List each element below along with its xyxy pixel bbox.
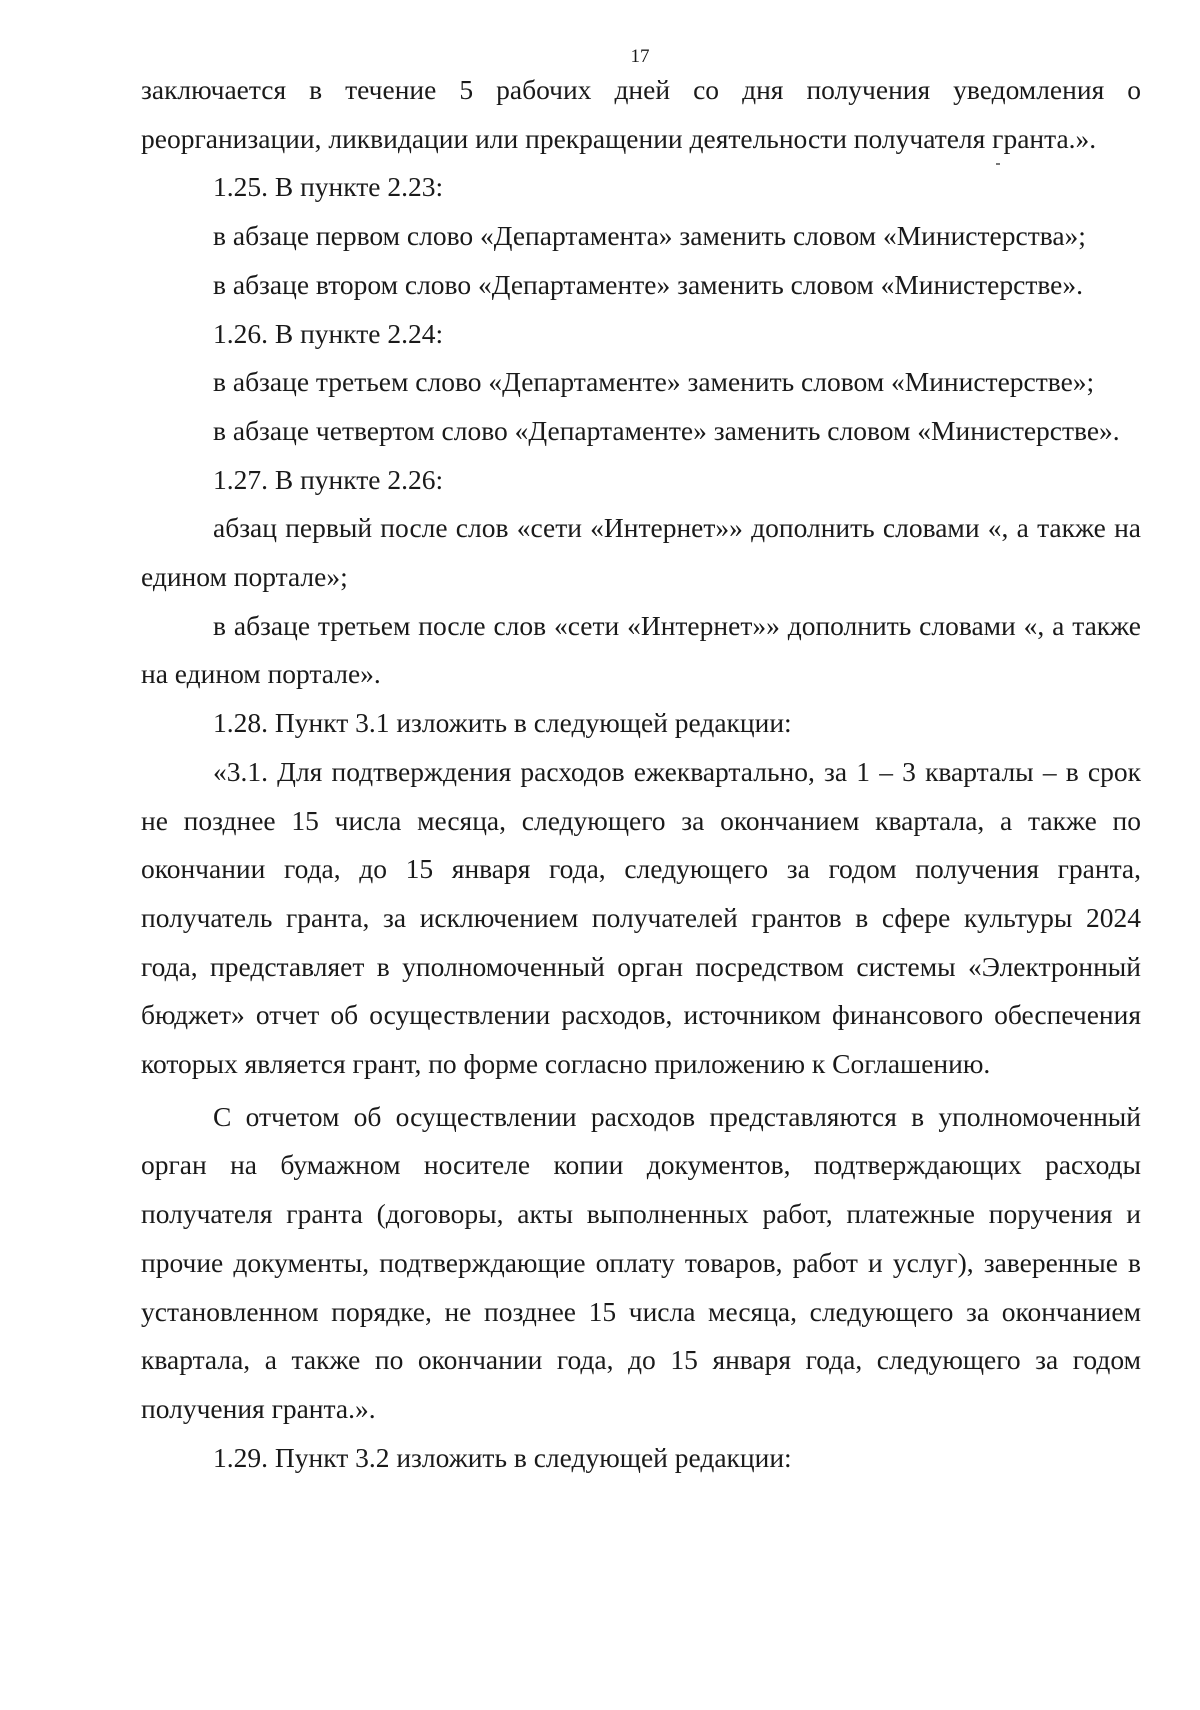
paragraph: «3.1. Для подтверждения расходов ежеквартально, за 1 – 3 кварталы – в срок не позднее 15 числа месяца, следующего за окончанием квартала, а также по окончании года, до 15 января года, следующего за годом получения гранта, получатель гранта, за исключением получателей грантов в сфере культуры 2024 года, представляет в уполномоченный орган посредством системы «Электронный бюджет» отчет об осуществлении расходов, источником финансового обеспечения которых является грант, по форме согласно приложению к Соглашению.: [141, 755, 1141, 1080]
paragraph: в абзаце первом слово «Департамента» заменить словом «Министерства»;: [213, 220, 1086, 252]
paragraph: абзац первый после слов «сети «Интернет»» дополнить словами «, а также на едином портале»;: [141, 512, 1141, 593]
paragraph: 1.26. В пункте 2.24:: [213, 317, 444, 349]
paragraph: 1.25. В пункте 2.23:: [213, 171, 444, 203]
paragraph: 1.27. В пункте 2.26:: [213, 463, 444, 495]
paragraph: в абзаце втором слово «Департаменте» заменить словом «Министерстве».: [213, 268, 1084, 300]
paragraph: заключается в течение 5 рабочих дней со дня получения уведомления о реорганизации, ликвидации или прекращении деятельности получателя гранта.».: [141, 74, 1141, 154]
paragraph: в абзаце четвертом слово «Департаменте» заменить словом «Министерстве».: [213, 414, 1120, 446]
page-number: 17: [630, 46, 650, 67]
paragraph: 1.28. Пункт 3.1 изложить в следующей редакции:: [213, 707, 792, 739]
paragraph: 1.29. Пункт 3.2 изложить в следующей редакции:: [213, 1441, 792, 1473]
paragraph: в абзаце третьем после слов «сети «Интернет»» дополнить словами «, а также на едином портале».: [141, 609, 1141, 690]
paragraph: в абзаце третьем слово «Департаменте» заменить словом «Министерстве»;: [213, 366, 1095, 398]
paragraph: С отчетом об осуществлении расходов представляются в уполномоченный орган на бумажном носителе копии документов, подтверждающих расходы получателя гранта (договоры, акты выполненных работ, платежные поручения и прочие документы, подтверждающие оплату товаров, работ и услуг), заверенные в установленном порядке, не позднее 15 числа месяца, следующего за окончанием квартала, а также по окончании года, до 15 января года, следующего за годом получения гранта.».: [141, 1100, 1141, 1424]
document-body: [141, 66, 1141, 1482]
